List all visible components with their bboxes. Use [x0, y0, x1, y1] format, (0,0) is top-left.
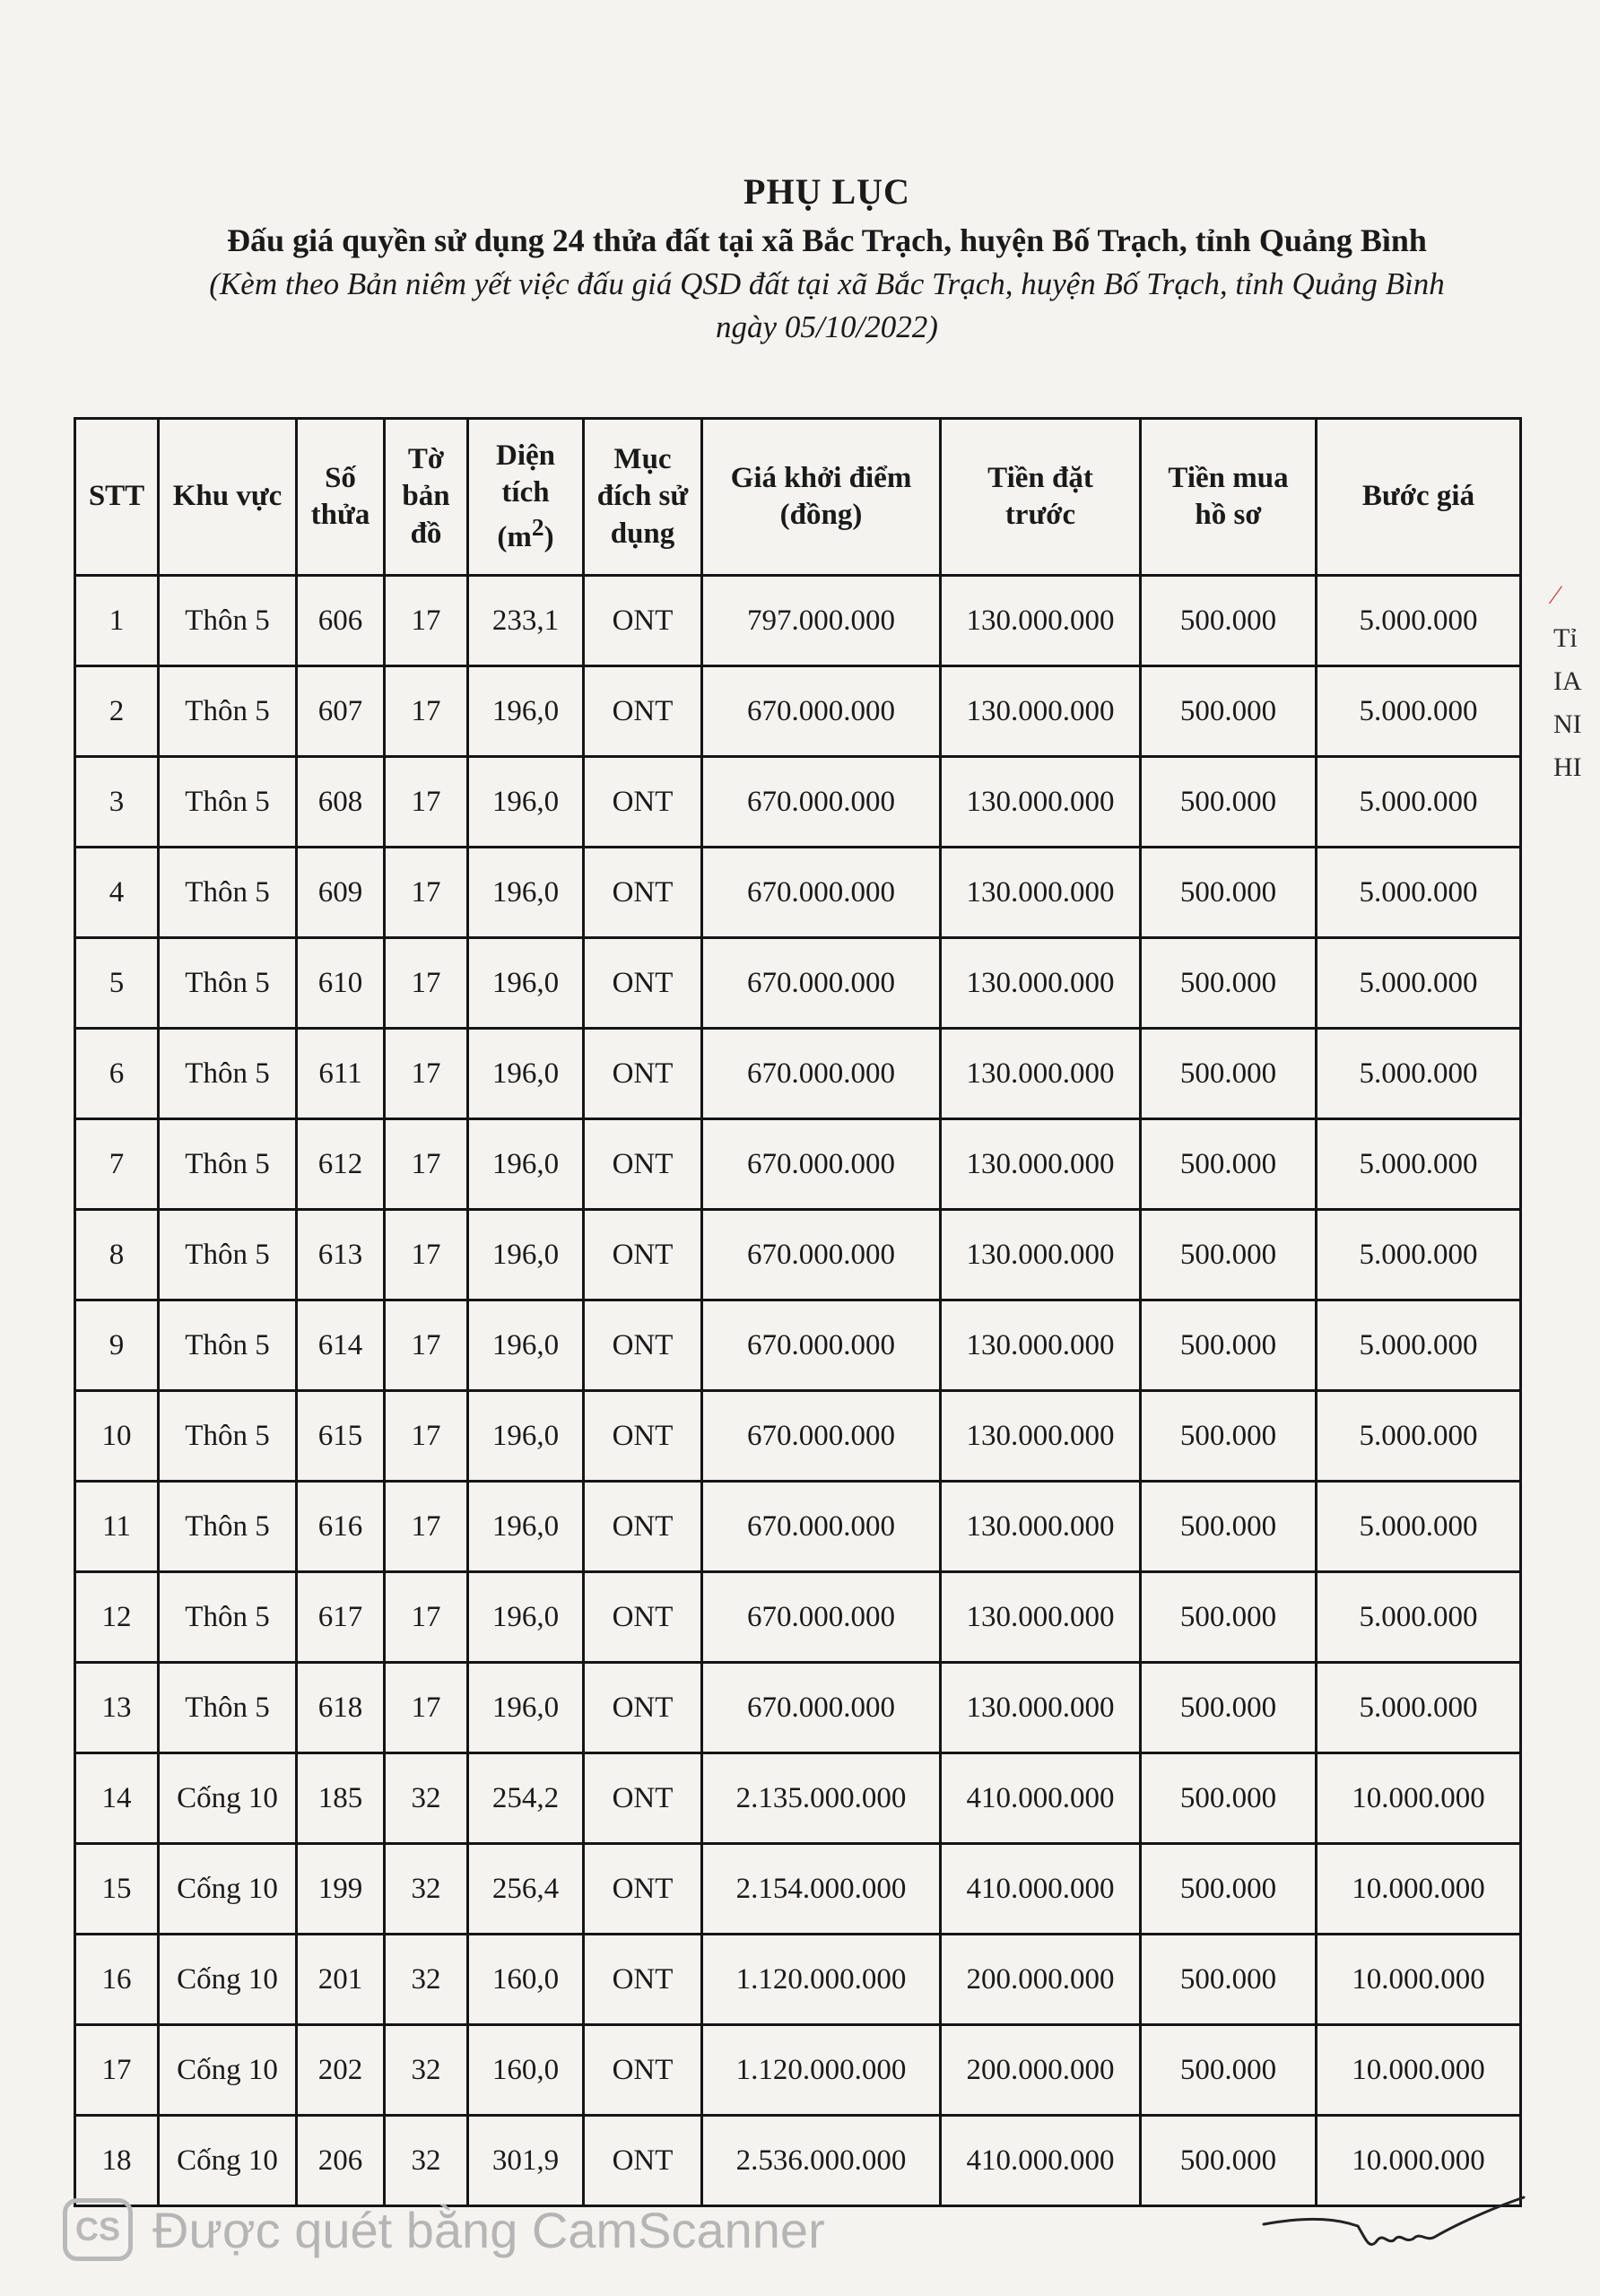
cell-khu-vuc: Cống 10 [159, 2025, 297, 2116]
cell-gia-khoi-diem: 670.000.000 [702, 757, 941, 848]
cell-tien-mua-ho-so: 500.000 [1141, 1663, 1317, 1753]
cell-so-thua: 202 [297, 2025, 385, 2116]
cell-khu-vuc: Thôn 5 [159, 1210, 297, 1300]
cell-dien-tich: 196,0 [468, 1210, 584, 1300]
cell-to-ban-do: 32 [385, 1844, 468, 1935]
cell-dien-tich: 233,1 [468, 576, 584, 666]
cell-so-thua: 606 [297, 576, 385, 666]
cell-khu-vuc: Cống 10 [159, 2116, 297, 2206]
cell-to-ban-do: 32 [385, 2025, 468, 2116]
cell-so-thua: 199 [297, 1844, 385, 1935]
cell-tien-mua-ho-so: 500.000 [1141, 1119, 1317, 1210]
cell-tien-dat-truoc: 130.000.000 [941, 1391, 1141, 1482]
cell-tien-dat-truoc: 130.000.000 [941, 757, 1141, 848]
cell-stt: 9 [75, 1300, 159, 1391]
cell-dien-tich: 196,0 [468, 757, 584, 848]
cell-to-ban-do: 32 [385, 1753, 468, 1844]
table-row [75, 1935, 1521, 2025]
cell-buoc-gia: 5.000.000 [1317, 666, 1521, 757]
stamp-letter: IA [1553, 666, 1582, 696]
cell-dien-tich: 254,2 [468, 1753, 584, 1844]
cell-khu-vuc: Thôn 5 [159, 1029, 297, 1119]
cell-dien-tich: 196,0 [468, 1300, 584, 1391]
col-header-tien-mua-ho-so: Tiền mua hồ sơ [1141, 419, 1317, 576]
cell-tien-dat-truoc: 130.000.000 [941, 1663, 1141, 1753]
cell-stt: 5 [75, 938, 159, 1029]
cell-gia-khoi-diem: 670.000.000 [702, 1029, 941, 1119]
cell-to-ban-do: 17 [385, 1300, 468, 1391]
cell-so-thua: 608 [297, 757, 385, 848]
signature-icon [1259, 2188, 1528, 2260]
cell-tien-mua-ho-so: 500.000 [1141, 757, 1317, 848]
cell-to-ban-do: 17 [385, 666, 468, 757]
cell-muc-dich: ONT [584, 1572, 702, 1663]
cell-so-thua: 612 [297, 1119, 385, 1210]
cell-gia-khoi-diem: 670.000.000 [702, 1663, 941, 1753]
cell-tien-mua-ho-so: 500.000 [1141, 1391, 1317, 1482]
stamp-fragment [1553, 574, 1600, 789]
cell-dien-tich: 196,0 [468, 1119, 584, 1210]
cell-to-ban-do: 17 [385, 1482, 468, 1572]
cell-gia-khoi-diem: 670.000.000 [702, 1300, 941, 1391]
cell-stt: 1 [75, 576, 159, 666]
cell-so-thua: 607 [297, 666, 385, 757]
cell-buoc-gia: 5.000.000 [1317, 1572, 1521, 1663]
cell-tien-dat-truoc: 200.000.000 [941, 2025, 1141, 2116]
table-row [75, 666, 1521, 757]
cell-khu-vuc: Cống 10 [159, 1844, 297, 1935]
cell-khu-vuc: Thôn 5 [159, 1300, 297, 1391]
cell-stt: 18 [75, 2116, 159, 2206]
table-row [75, 2025, 1521, 2116]
cell-muc-dich: ONT [584, 848, 702, 938]
cell-muc-dich: ONT [584, 1482, 702, 1572]
cell-so-thua: 617 [297, 1572, 385, 1663]
cell-to-ban-do: 32 [385, 1935, 468, 2025]
stamp-letter: HI [1553, 752, 1582, 782]
table-row [75, 576, 1521, 666]
table-row [75, 1119, 1521, 1210]
cell-stt: 12 [75, 1572, 159, 1663]
table-row [75, 1663, 1521, 1753]
cell-to-ban-do: 17 [385, 938, 468, 1029]
col-header-tien-dat-truoc: Tiền đặt trước [941, 419, 1141, 576]
table-row [75, 1844, 1521, 1935]
cell-gia-khoi-diem: 670.000.000 [702, 848, 941, 938]
cell-so-thua: 613 [297, 1210, 385, 1300]
stamp-letter: Tỉ [1553, 623, 1578, 653]
table-row [75, 938, 1521, 1029]
cell-gia-khoi-diem: 670.000.000 [702, 1572, 941, 1663]
cell-gia-khoi-diem: 2.135.000.000 [702, 1753, 941, 1844]
cell-gia-khoi-diem: 797.000.000 [702, 576, 941, 666]
cell-so-thua: 609 [297, 848, 385, 938]
cell-tien-mua-ho-so: 500.000 [1141, 1300, 1317, 1391]
cell-dien-tich: 196,0 [468, 848, 584, 938]
table-row [75, 1753, 1521, 1844]
cell-muc-dich: ONT [584, 1391, 702, 1482]
cell-muc-dich: ONT [584, 666, 702, 757]
cell-khu-vuc: Cống 10 [159, 1935, 297, 2025]
cell-tien-dat-truoc: 130.000.000 [941, 1572, 1141, 1663]
cell-muc-dich: ONT [584, 1935, 702, 2025]
cell-buoc-gia: 10.000.000 [1317, 1935, 1521, 2025]
cell-khu-vuc: Thôn 5 [159, 1482, 297, 1572]
watermark-text: Được quét bằng CamScanner [152, 2201, 825, 2258]
cell-muc-dich: ONT [584, 2025, 702, 2116]
cell-buoc-gia: 5.000.000 [1317, 757, 1521, 848]
cell-khu-vuc: Thôn 5 [159, 1391, 297, 1482]
cell-buoc-gia: 5.000.000 [1317, 576, 1521, 666]
cell-gia-khoi-diem: 1.120.000.000 [702, 1935, 941, 2025]
col-header-muc-dich: Mục đích sử dụng [584, 419, 702, 576]
cell-to-ban-do: 17 [385, 1391, 468, 1482]
cell-so-thua: 616 [297, 1482, 385, 1572]
cell-muc-dich: ONT [584, 1029, 702, 1119]
cell-stt: 16 [75, 1935, 159, 2025]
cell-khu-vuc: Thôn 5 [159, 1663, 297, 1753]
cell-tien-dat-truoc: 410.000.000 [941, 1753, 1141, 1844]
cell-tien-mua-ho-so: 500.000 [1141, 1935, 1317, 2025]
col-header-khu-vuc: Khu vực [159, 419, 297, 576]
stamp-mark-icon: ⁄ [1553, 580, 1559, 610]
cell-to-ban-do: 17 [385, 1210, 468, 1300]
cell-muc-dich: ONT [584, 1753, 702, 1844]
cell-to-ban-do: 17 [385, 1663, 468, 1753]
cell-tien-dat-truoc: 410.000.000 [941, 1844, 1141, 1935]
cell-tien-mua-ho-so: 500.000 [1141, 1482, 1317, 1572]
cell-stt: 13 [75, 1663, 159, 1753]
table-row [75, 848, 1521, 938]
cell-buoc-gia: 5.000.000 [1317, 1210, 1521, 1300]
cell-so-thua: 206 [297, 2116, 385, 2206]
document-date: ngày 05/10/2022) [716, 309, 938, 344]
col-header-dien-tich: Diện tích $(m^2)$ [468, 419, 584, 576]
cell-stt: 4 [75, 848, 159, 938]
table-row [75, 757, 1521, 848]
cell-gia-khoi-diem: 2.536.000.000 [702, 2116, 941, 2206]
cell-tien-mua-ho-so: 500.000 [1141, 1210, 1317, 1300]
cell-khu-vuc: Thôn 5 [159, 757, 297, 848]
cell-khu-vuc: Thôn 5 [159, 666, 297, 757]
cell-dien-tich: 256,4 [468, 1844, 584, 1935]
cell-tien-dat-truoc: 130.000.000 [941, 1210, 1141, 1300]
cell-to-ban-do: 17 [385, 576, 468, 666]
document-note: (Kèm theo Bản niêm yết việc đấu giá QSD đất tại xã Bắc Trạch, huyện Bố Trạch, tỉnh Quảng Bình [209, 266, 1445, 301]
cell-muc-dich: ONT [584, 1210, 702, 1300]
cell-dien-tich: 196,0 [468, 1029, 584, 1119]
cell-tien-mua-ho-so: 500.000 [1141, 938, 1317, 1029]
cell-tien-dat-truoc: 130.000.000 [941, 1119, 1141, 1210]
cell-tien-dat-truoc: 130.000.000 [941, 938, 1141, 1029]
col-header-stt: STT [75, 419, 159, 576]
cell-khu-vuc: Cống 10 [159, 1753, 297, 1844]
cell-gia-khoi-diem: 670.000.000 [702, 1119, 941, 1210]
cell-so-thua: 618 [297, 1663, 385, 1753]
cell-muc-dich: ONT [584, 1300, 702, 1391]
cell-tien-mua-ho-so: 500.000 [1141, 576, 1317, 666]
cell-to-ban-do: 32 [385, 2116, 468, 2206]
cell-tien-dat-truoc: 130.000.000 [941, 666, 1141, 757]
cell-gia-khoi-diem: 670.000.000 [702, 1210, 941, 1300]
cell-dien-tich: 196,0 [468, 1663, 584, 1753]
cell-muc-dich: ONT [584, 1844, 702, 1935]
table-row [75, 1391, 1521, 1482]
cell-dien-tich: 160,0 [468, 2025, 584, 2116]
cell-tien-dat-truoc: 130.000.000 [941, 848, 1141, 938]
cell-stt: 15 [75, 1844, 159, 1935]
document-title: PHỤ LỤC [743, 171, 910, 212]
cell-khu-vuc: Thôn 5 [159, 938, 297, 1029]
cell-dien-tich: 196,0 [468, 1391, 584, 1482]
cell-muc-dich: ONT [584, 1119, 702, 1210]
cell-buoc-gia: 5.000.000 [1317, 1029, 1521, 1119]
cell-dien-tich: 160,0 [468, 1935, 584, 2025]
cell-dien-tich: 196,0 [468, 1482, 584, 1572]
col-header-so-thua: Số thửa [297, 419, 385, 576]
cell-dien-tich: 196,0 [468, 938, 584, 1029]
cell-stt: 10 [75, 1391, 159, 1482]
cell-tien-dat-truoc: 130.000.000 [941, 1029, 1141, 1119]
cell-gia-khoi-diem: 670.000.000 [702, 666, 941, 757]
cell-gia-khoi-diem: 670.000.000 [702, 938, 941, 1029]
cell-buoc-gia: 10.000.000 [1317, 2025, 1521, 2116]
cell-tien-mua-ho-so: 500.000 [1141, 1572, 1317, 1663]
cell-buoc-gia: 10.000.000 [1317, 2116, 1521, 2206]
cell-khu-vuc: Thôn 5 [159, 576, 297, 666]
col-header-to-ban-do: Tờ bản đồ [385, 419, 468, 576]
cell-tien-mua-ho-so: 500.000 [1141, 666, 1317, 757]
table-body [75, 576, 1521, 2206]
cell-stt: 2 [75, 666, 159, 757]
cell-tien-dat-truoc: 130.000.000 [941, 576, 1141, 666]
table-row [75, 1210, 1521, 1300]
cell-so-thua: 611 [297, 1029, 385, 1119]
cell-stt: 14 [75, 1753, 159, 1844]
auction-table [74, 417, 1522, 2207]
cell-stt: 11 [75, 1482, 159, 1572]
cell-stt: 6 [75, 1029, 159, 1119]
cell-stt: 17 [75, 2025, 159, 2116]
cell-stt: 8 [75, 1210, 159, 1300]
cell-buoc-gia: 5.000.000 [1317, 1663, 1521, 1753]
camscanner-watermark [63, 2194, 825, 2266]
cell-buoc-gia: 5.000.000 [1317, 1300, 1521, 1391]
cell-buoc-gia: 10.000.000 [1317, 1753, 1521, 1844]
col-header-buoc-gia: Bước giá [1317, 419, 1521, 576]
cell-gia-khoi-diem: 1.120.000.000 [702, 2025, 941, 2116]
cell-buoc-gia: 5.000.000 [1317, 1482, 1521, 1572]
document-subtitle: Đấu giá quyền sử dụng 24 thửa đất tại xã Bắc Trạch, huyện Bố Trạch, tỉnh Quảng Bình [227, 222, 1427, 258]
cell-tien-dat-truoc: 200.000.000 [941, 1935, 1141, 2025]
cell-dien-tich: 301,9 [468, 2116, 584, 2206]
table-row [75, 1029, 1521, 1119]
cell-so-thua: 185 [297, 1753, 385, 1844]
table-row [75, 1572, 1521, 1663]
cell-stt: 3 [75, 757, 159, 848]
table-row [75, 1300, 1521, 1391]
cell-so-thua: 614 [297, 1300, 385, 1391]
cell-so-thua: 615 [297, 1391, 385, 1482]
cell-to-ban-do: 17 [385, 1119, 468, 1210]
camscanner-logo-icon: CS [63, 2198, 133, 2261]
stamp-letter: NI [1553, 709, 1582, 739]
cell-buoc-gia: 5.000.000 [1317, 1391, 1521, 1482]
cell-tien-dat-truoc: 130.000.000 [941, 1482, 1141, 1572]
cell-to-ban-do: 17 [385, 848, 468, 938]
cell-tien-mua-ho-so: 500.000 [1141, 1753, 1317, 1844]
cell-muc-dich: ONT [584, 1663, 702, 1753]
cell-gia-khoi-diem: 670.000.000 [702, 1391, 941, 1482]
cell-tien-mua-ho-so: 500.000 [1141, 1029, 1317, 1119]
cell-stt: 7 [75, 1119, 159, 1210]
cell-tien-dat-truoc: 130.000.000 [941, 1300, 1141, 1391]
cell-to-ban-do: 17 [385, 1029, 468, 1119]
cell-buoc-gia: 5.000.000 [1317, 1119, 1521, 1210]
cell-khu-vuc: Thôn 5 [159, 1119, 297, 1210]
cell-buoc-gia: 5.000.000 [1317, 848, 1521, 938]
cell-muc-dich: ONT [584, 576, 702, 666]
cell-so-thua: 610 [297, 938, 385, 1029]
cell-khu-vuc: Thôn 5 [159, 1572, 297, 1663]
cell-buoc-gia: 5.000.000 [1317, 938, 1521, 1029]
cell-khu-vuc: Thôn 5 [159, 848, 297, 938]
cell-gia-khoi-diem: 670.000.000 [702, 1482, 941, 1572]
cell-to-ban-do: 17 [385, 757, 468, 848]
cell-tien-mua-ho-so: 500.000 [1141, 1844, 1317, 1935]
table-row [75, 1482, 1521, 1572]
cell-tien-mua-ho-so: 500.000 [1141, 2116, 1317, 2206]
cell-to-ban-do: 17 [385, 1572, 468, 1663]
cell-muc-dich: ONT [584, 2116, 702, 2206]
cell-buoc-gia: 10.000.000 [1317, 1844, 1521, 1935]
document-header [0, 170, 1600, 345]
cell-so-thua: 201 [297, 1935, 385, 2025]
cell-tien-mua-ho-so: 500.000 [1141, 848, 1317, 938]
table-header [75, 419, 1521, 576]
cell-dien-tich: 196,0 [468, 1572, 584, 1663]
cell-tien-mua-ho-so: 500.000 [1141, 2025, 1317, 2116]
col-header-gia-khoi-diem: Giá khởi điểm (đồng) [702, 419, 941, 576]
cell-tien-dat-truoc: 410.000.000 [941, 2116, 1141, 2206]
cell-muc-dich: ONT [584, 938, 702, 1029]
cell-gia-khoi-diem: 2.154.000.000 [702, 1844, 941, 1935]
cell-dien-tich: 196,0 [468, 666, 584, 757]
cell-muc-dich: ONT [584, 757, 702, 848]
